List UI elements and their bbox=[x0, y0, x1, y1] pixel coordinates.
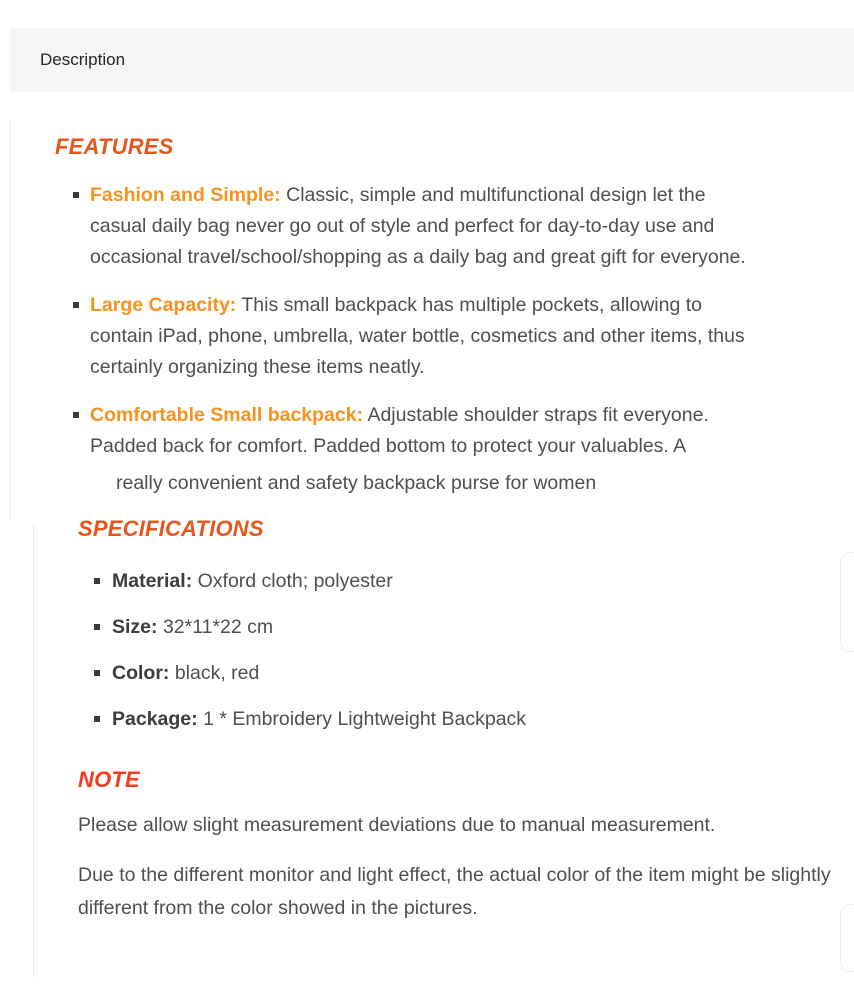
spec-value: 1 * Embroidery Lightweight Backpack bbox=[203, 708, 527, 730]
right-edge-card-fragment bbox=[840, 552, 854, 652]
spec-item-material bbox=[78, 566, 758, 597]
feature-label: Large Capacity: bbox=[90, 294, 237, 316]
feature-item-comfort bbox=[55, 400, 757, 499]
feature-text: This small backpack has multiple pockets, allowing to contain iPad, phone, umbrella, water bottle, cosmetics and other items, thus certainly organizing these items neatly. bbox=[90, 294, 745, 378]
feature-item-fashion bbox=[55, 180, 757, 273]
spec-label: Package: bbox=[112, 708, 198, 730]
panel-left-border-top bbox=[10, 120, 11, 518]
spec-label: Material: bbox=[112, 570, 193, 592]
feature-text: Classic, simple and multifunctional design let the casual daily bag never go out of style and perfect for day-to-day use and occasional travel/school/shopping as a daily bag and great gift for everyone. bbox=[90, 184, 746, 268]
right-edge-card-fragment bbox=[840, 904, 854, 972]
spec-value: 32*11*22 cm bbox=[162, 616, 274, 638]
specifications-list bbox=[78, 566, 854, 735]
feature-label: Comfortable Small backpack: bbox=[90, 404, 364, 426]
note-paragraph-color: Due to the different monitor and light effect, the actual color of the item might be slightly different from the color showed in the pictures. bbox=[78, 864, 831, 919]
specifications-heading: SPECIFICATIONS bbox=[78, 516, 264, 541]
feature-text-continued: really convenient and safety backpack purse for women bbox=[116, 472, 597, 494]
spec-value: black, red bbox=[174, 662, 260, 684]
feature-item-capacity bbox=[55, 290, 757, 383]
tab-description[interactable]: Description bbox=[40, 50, 126, 69]
feature-text: Adjustable shoulder straps fit everyone. Padded back for comfort. Padded bottom to protect your valuables. A bbox=[90, 404, 709, 457]
features-list bbox=[55, 180, 854, 499]
spec-label: Size: bbox=[112, 616, 158, 638]
panel-left-border-bottom bbox=[33, 525, 34, 978]
spec-label: Color: bbox=[112, 662, 170, 684]
spec-item-package bbox=[78, 704, 758, 735]
spec-item-color bbox=[78, 658, 758, 689]
feature-label: Fashion and Simple: bbox=[90, 184, 281, 206]
description-tab-bar bbox=[10, 28, 854, 92]
note-heading: NOTE bbox=[78, 767, 140, 792]
features-heading: FEATURES bbox=[55, 134, 174, 159]
spec-item-size bbox=[78, 612, 758, 643]
spec-value: Oxford cloth; polyester bbox=[197, 570, 393, 592]
note-paragraph-measurement: Please allow slight measurement deviations due to manual measurement. bbox=[78, 814, 716, 836]
